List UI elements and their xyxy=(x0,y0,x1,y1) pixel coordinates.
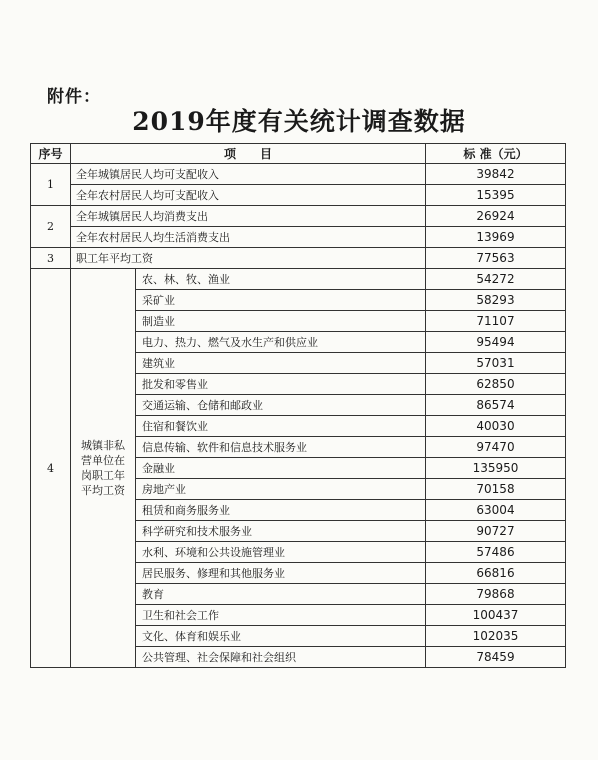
item-value: 13969 xyxy=(426,227,566,248)
item-value: 39842 xyxy=(426,164,566,185)
item-name: 全年农村居民人均生活消费支出 xyxy=(71,227,426,248)
statistics-table xyxy=(30,143,566,668)
industry-name: 租赁和商务服务业 xyxy=(136,500,426,521)
industry-name: 电力、热力、燃气及水生产和供应业 xyxy=(136,332,426,353)
header-item: 项 目 xyxy=(71,144,426,164)
industry-name: 采矿业 xyxy=(136,290,426,311)
attachment-label: 附件： xyxy=(47,87,101,107)
industry-name: 交通运输、仓储和邮政业 xyxy=(136,395,426,416)
industry-value: 54272 xyxy=(426,269,566,290)
group-label: 城镇非私营单位在岗职工年平均工资 xyxy=(81,439,125,497)
industry-name: 房地产业 xyxy=(136,479,426,500)
industry-value: 66816 xyxy=(426,563,566,584)
industry-value: 71107 xyxy=(426,311,566,332)
table-row xyxy=(31,185,566,206)
industry-name: 批发和零售业 xyxy=(136,374,426,395)
header-seq: 序号 xyxy=(31,144,71,164)
item-name: 全年城镇居民人均可支配收入 xyxy=(71,164,426,185)
industry-name: 科学研究和技术服务业 xyxy=(136,521,426,542)
industry-name: 建筑业 xyxy=(136,353,426,374)
table-row xyxy=(31,227,566,248)
document-title: 2019年度有关统计调查数据 xyxy=(132,107,466,136)
row-seq: 3 xyxy=(31,248,71,269)
industry-name: 金融业 xyxy=(136,458,426,479)
industry-name: 居民服务、修理和其他服务业 xyxy=(136,563,426,584)
industry-value: 70158 xyxy=(426,479,566,500)
table-row xyxy=(31,248,566,269)
industry-value: 102035 xyxy=(426,626,566,647)
industry-value: 97470 xyxy=(426,437,566,458)
row-seq: 2 xyxy=(31,206,71,248)
industry-value: 40030 xyxy=(426,416,566,437)
industry-name: 教育 xyxy=(136,584,426,605)
item-value: 15395 xyxy=(426,185,566,206)
industry-value: 86574 xyxy=(426,395,566,416)
industry-value: 100437 xyxy=(426,605,566,626)
table-row xyxy=(31,269,566,290)
item-name: 全年农村居民人均可支配收入 xyxy=(71,185,426,206)
item-name: 全年城镇居民人均消费支出 xyxy=(71,206,426,227)
industry-value: 78459 xyxy=(426,647,566,668)
industry-value: 57486 xyxy=(426,542,566,563)
industry-value: 135950 xyxy=(426,458,566,479)
header-standard: 标 准（元） xyxy=(426,144,566,164)
industry-name: 公共管理、社会保障和社会组织 xyxy=(136,647,426,668)
industry-value: 62850 xyxy=(426,374,566,395)
group-label-cell xyxy=(71,269,136,668)
item-value: 26924 xyxy=(426,206,566,227)
industry-name: 制造业 xyxy=(136,311,426,332)
industry-value: 58293 xyxy=(426,290,566,311)
item-name: 职工年平均工资 xyxy=(71,248,426,269)
table-header-row xyxy=(31,144,566,164)
item-value: 77563 xyxy=(426,248,566,269)
industry-name: 农、林、牧、渔业 xyxy=(136,269,426,290)
industry-value: 79868 xyxy=(426,584,566,605)
industry-value: 63004 xyxy=(426,500,566,521)
industry-name: 住宿和餐饮业 xyxy=(136,416,426,437)
row-seq: 4 xyxy=(31,269,71,668)
industry-value: 57031 xyxy=(426,353,566,374)
industry-value: 95494 xyxy=(426,332,566,353)
industry-name: 信息传输、软件和信息技术服务业 xyxy=(136,437,426,458)
industry-value: 90727 xyxy=(426,521,566,542)
industry-name: 水利、环境和公共设施管理业 xyxy=(136,542,426,563)
table-row xyxy=(31,164,566,185)
row-seq: 1 xyxy=(31,164,71,206)
table-row xyxy=(31,206,566,227)
industry-name: 文化、体育和娱乐业 xyxy=(136,626,426,647)
industry-name: 卫生和社会工作 xyxy=(136,605,426,626)
